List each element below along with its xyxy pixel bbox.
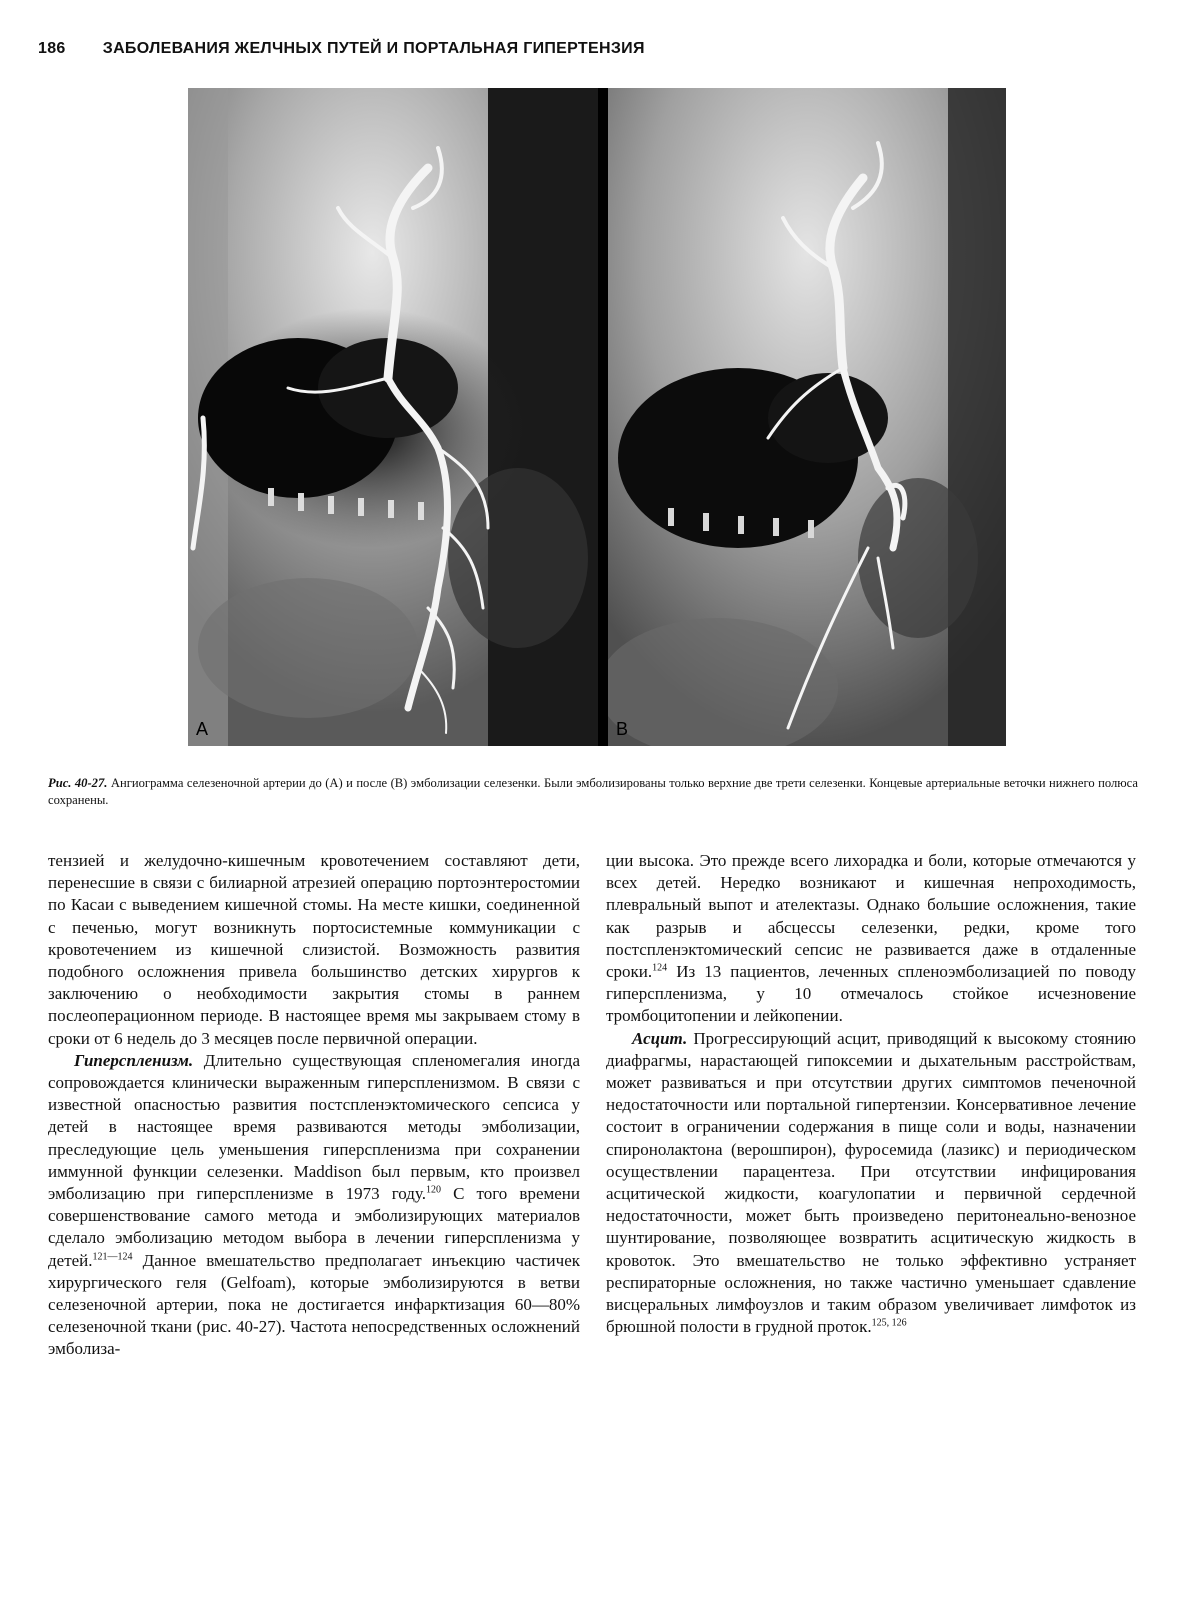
reference-120: 120 [425,1184,441,1196]
angiogram-panel-b [608,88,1006,746]
angiogram-panel-a [188,88,598,746]
panel-b-label: B [616,719,629,739]
ascites-heading: Асцит. [632,1028,688,1048]
right-p2-text: Прогрессирующий асцит, приводящий к высокому стоянию диафрагмы, нарастающей гипоксемии и дыхательным расстройствам, может развиваться и при отсутствии других симптомов печеночной недостаточности или портальной гипертензии. Консервативное лечение состоит в ограничении содержания в пище соли и воды, назначении спиронолактона (верошпирон), фуросемида (лазикс) и периодическом осуществлении парацентеза. При отсутствии инфицирования асцитической жидкости, коагулопатии и первичной сердечной недостаточности, может быть произведено перитонеально-венозное шунтирование, позволяющее возвратить асцитическую жидкость в кровоток. Это вмешательство не только эффективно устраняет респираторные осложнения, но также частично уменьшает сдавление висцеральных лимфоузлов и таким образом увеличивает лимфоток из брюшной полости в грудной проток. [606,1028,1136,1337]
left-p2-text-c: Данное вмешательство предполагает инъекцию частичек хирургического геля (Gelfoam), которые эмболизируются в ветви селезеночной артерии, пока не достигается инфарктизация 60—80% селезеночной ткани (рис. 40-27). Частота непосредственных осложнений эмболиза- [48,1250,580,1359]
angiogram-b-image [608,88,1006,746]
left-paragraph-1: тензией и желудочно-кишечным кровотечением составляют дети, перенесшие в связи с билиарной атрезией операцию портоэнтеростомии по Касаи с выведением кишечной стомы. На месте кишки, соединенной с печенью, могут возникнуть портосистемные коммуникации с кровотечением из кишечной слизистой. Возможность развития подобного осложнения привела большинство детских хирургов к заключению о необходимости закрытия стомы в раннем послеоперационном периоде. В настоящее время мы закрываем стому в сроки от 6 недель до 3 месяцев после первичной операции. [48,851,580,1048]
reference-124: 124 [652,962,668,974]
reference-121-124: 121—124 [92,1251,133,1262]
page-number: 186 [38,40,66,57]
angiogram-a-image [188,88,598,746]
left-paragraph-2 [48,1050,580,1361]
figure-caption [48,775,1138,809]
running-header [38,40,1138,64]
hypersplenism-heading: Гиперспленизм. [74,1050,194,1070]
right-column [606,850,1136,1338]
running-title: ЗАБОЛЕВАНИЯ ЖЕЛЧНЫХ ПУТЕЙ И ПОРТАЛЬНАЯ ГИПЕРТЕНЗИЯ [102,40,645,57]
left-column [48,850,580,1361]
panel-a-label: A [196,719,209,739]
right-p1-text-b: Из 13 пациентов, леченных спленоэмболизацией по поводу гиперспленизма, у 10 отмечалось стойкое исчезновение тромбоцитопении и лейкопении. [606,962,1136,1026]
left-p2-text-b: С того времени совершенствование самого метода и эмболизирующих материалов сделало эмболизацию методом выбора в лечении гиперспленизма у детей. [48,1184,580,1270]
caption-text: Ангиограмма селезеночной артерии до (А) и после (В) эмболизации селезенки. Были эмболизированы только верхние две трети селезенки. Концевые артериальные веточки нижнего полюса сохранены. [48,776,1139,807]
reference-125-126: 125, 126 [871,1317,907,1329]
angiogram-figure [188,88,1006,746]
right-paragraph-2 [606,1028,1136,1339]
left-p2-text-a: Длительно существующая спленомегалия иногда сопровождается клинически выраженным гиперспленизмом. В связи с известной опасностью развития постспленэктомического сепсиса у детей в настоящее время развиваются методы эмболизации, преследующие цель уменьшения гиперспленизма при сохранении иммунной функции селезенки. Maddison был первым, кто произвел эмболизацию при гиперспленизме в 1973 году. [48,1050,580,1204]
right-p1-text-a: ции высока. Это прежде всего лихорадка и боли, которые отмечаются у всех детей. Нередко возникают и кишечная непроходимость, плевральный выпот и ателектазы. Однако большие осложнения, такие как разрыв и абсцессы селезенки, редки, кроме того постспленэктомический сепсис не развивается даже в отдаленные сроки. [606,851,1136,982]
right-paragraph-1 [606,850,1136,1028]
caption-label: Рис. 40-27. [48,776,108,790]
